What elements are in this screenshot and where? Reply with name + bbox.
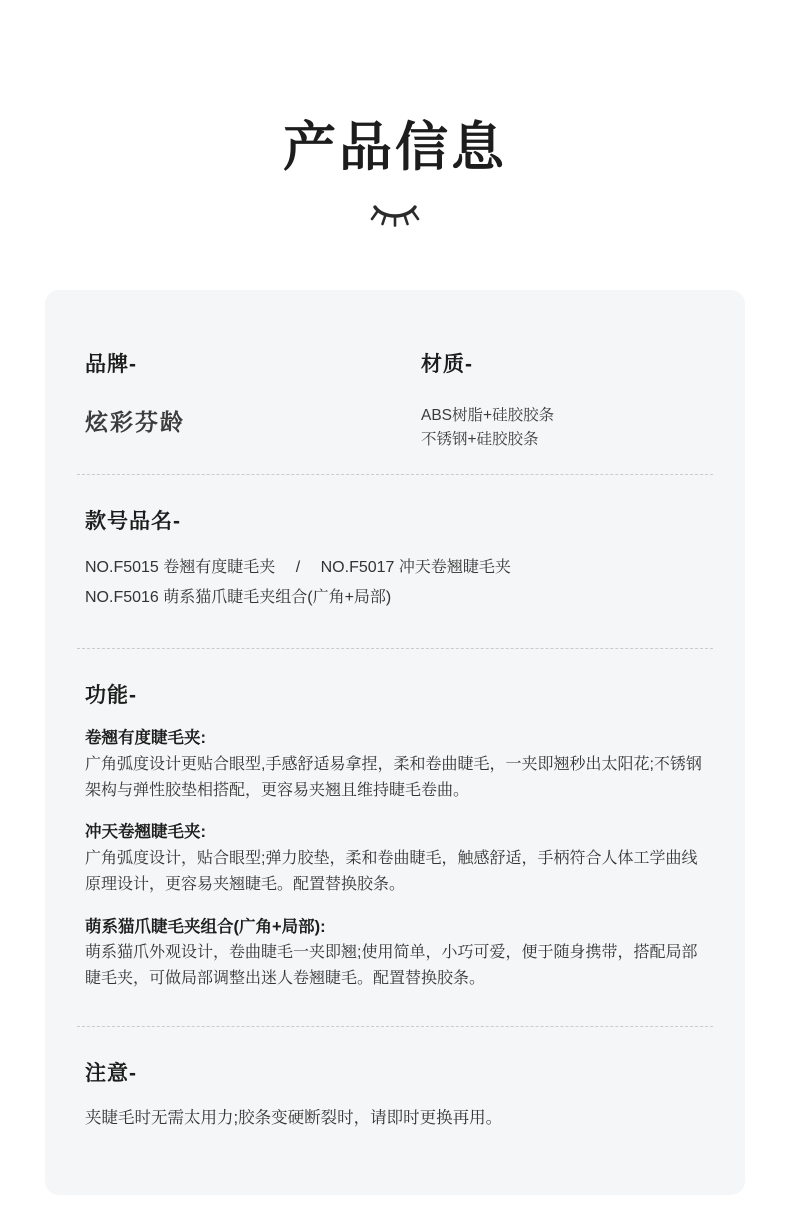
- notice-label: 注意-: [85, 1061, 137, 1085]
- model-line-2: NO.F5016 萌系猫爪睫毛夹组合(广角+局部): [85, 588, 392, 606]
- function-label: 功能-: [85, 684, 137, 708]
- function-section: [85, 649, 705, 1026]
- material-line: 不锈钢+硅胶胶条: [421, 431, 539, 449]
- model-code-f5017: NO.F5017 冲天卷翘睫毛夹: [320, 559, 511, 577]
- brand-column: [85, 348, 421, 452]
- model-separator: /: [295, 559, 301, 577]
- material-column: [421, 348, 705, 452]
- function-block: [85, 725, 705, 803]
- function-block: [85, 914, 705, 992]
- page-title: 产品信息: [283, 118, 507, 177]
- function-block-text: 广角弧度设计更贴合眼型,手感舒适易拿捏，柔和卷曲睫毛，一夹即翘秒出太阳花;不锈钢架构与弹性胶垫相搭配，更容易夹翘且维持睫毛卷曲。: [85, 755, 702, 799]
- material-line: ABS树脂+硅胶胶条: [421, 407, 555, 424]
- brand-material-section: [85, 290, 705, 474]
- model-label: 款号品名-: [85, 510, 181, 534]
- model-code-f5015: NO.F5015 卷翘有度睫毛夹: [85, 559, 276, 577]
- model-section: [85, 475, 705, 648]
- model-values: [85, 553, 705, 612]
- notice-text: 夹睫毛时无需太用力;胶条变硬断裂时，请即时更换再用。: [85, 1108, 503, 1127]
- function-block-text: 萌系猫爪外观设计，卷曲睫毛一夹即翘;使用简单，小巧可爱，便于随身携带，搭配局部睫毛夹，可做局部调整出迷人卷翘睫毛。配置替换胶条。: [85, 944, 698, 987]
- eyelash-icon: [365, 201, 425, 227]
- material-values: [421, 404, 705, 452]
- function-block-text: 广角弧度设计，贴合眼型;弹力胶垫，柔和卷曲睫毛，触感舒适，手柄符合人体工学曲线原理设计，更容易夹翘睫毛。配置替换胶条。: [85, 849, 698, 893]
- function-block-title: 冲天卷翘睫毛夹:: [85, 823, 206, 842]
- model-line-1: [85, 553, 705, 583]
- page-header: [0, 0, 790, 227]
- function-block: [85, 819, 705, 897]
- function-block-title: 萌系猫爪睫毛夹组合(广角+局部):: [85, 917, 326, 936]
- notice-section: [85, 1027, 705, 1131]
- brand-label: 品牌-: [85, 353, 137, 376]
- function-block-title: 卷翘有度睫毛夹:: [85, 729, 206, 748]
- material-label: 材质-: [421, 353, 473, 376]
- brand-value: 炫彩芬龄: [85, 409, 185, 435]
- product-info-card: [45, 290, 745, 1195]
